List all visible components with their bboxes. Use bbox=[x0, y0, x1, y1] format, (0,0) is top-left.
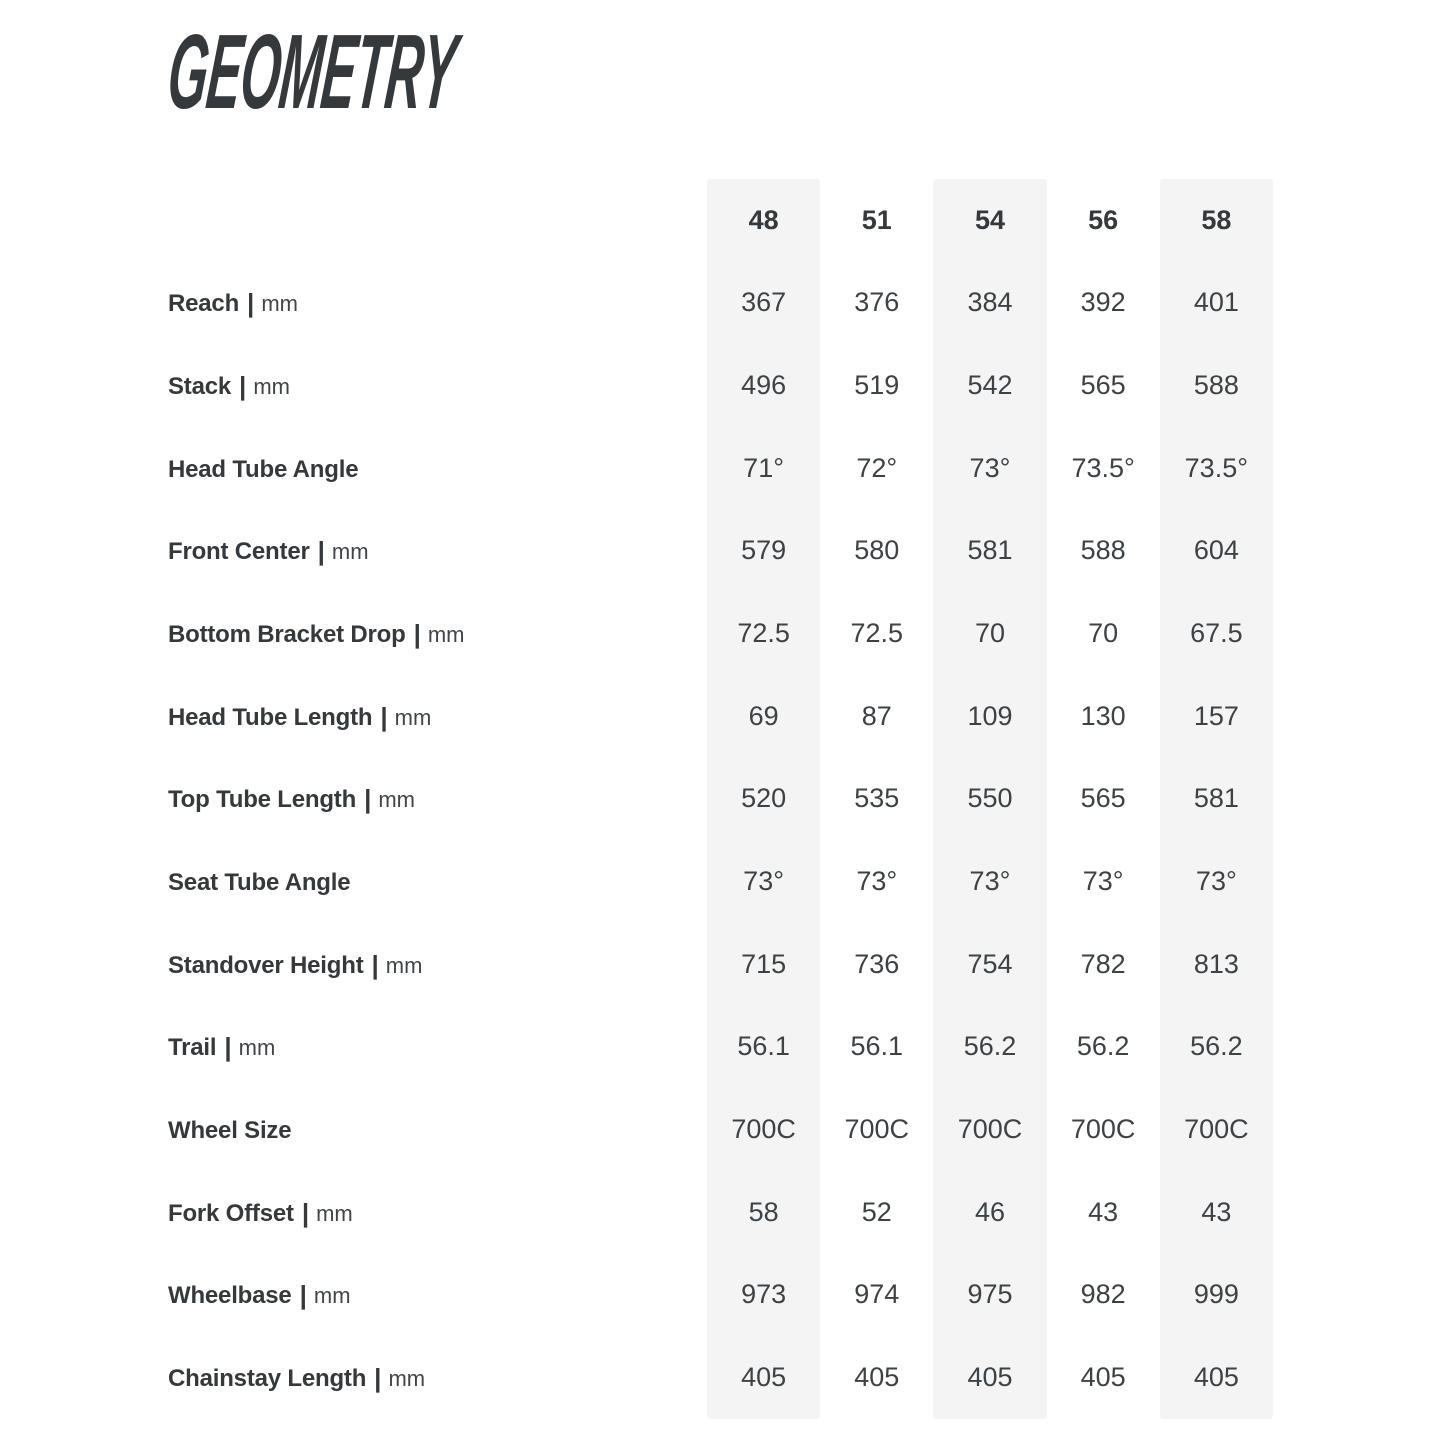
row-label bbox=[168, 453, 707, 484]
value-cell: 405 bbox=[854, 1362, 900, 1393]
value-cell: 975 bbox=[933, 1254, 1046, 1337]
row-label-text: Fork Offset bbox=[168, 1199, 294, 1227]
value-cell: 72.5 bbox=[707, 592, 820, 675]
label-pipe-divider: | bbox=[224, 1032, 232, 1063]
page-title: GEOMETRY bbox=[162, 13, 462, 131]
value-cell: 550 bbox=[933, 758, 1046, 841]
row-label-text: Top Tube Length bbox=[168, 786, 357, 814]
row-label bbox=[168, 287, 707, 318]
value-cell: 56.2 bbox=[933, 1006, 1046, 1089]
row-unit: mm bbox=[385, 952, 423, 978]
label-pipe-divider: | bbox=[299, 1280, 307, 1311]
size-header-row bbox=[168, 179, 1273, 262]
value-cell: 58 bbox=[707, 1171, 820, 1254]
row-label-text: Head Tube Angle bbox=[168, 455, 359, 483]
value-cell: 581 bbox=[933, 510, 1046, 593]
label-pipe-divider: | bbox=[301, 1197, 310, 1228]
table-row-front-center bbox=[168, 510, 1273, 593]
table-row-wheelbase bbox=[168, 1254, 1273, 1337]
label-pipe-divider: | bbox=[364, 784, 372, 815]
value-cell: 973 bbox=[707, 1254, 820, 1337]
size-column-header: 56 bbox=[1088, 204, 1119, 235]
value-cell: 73° bbox=[933, 427, 1046, 510]
value-cell: 52 bbox=[861, 1196, 892, 1227]
row-label-text: Standover Height bbox=[168, 951, 364, 979]
table-row-bottom-bracket-drop bbox=[168, 592, 1273, 675]
value-cell: 56.2 bbox=[1076, 1031, 1130, 1062]
label-pipe-divider: | bbox=[317, 536, 325, 567]
row-label-text: Seat Tube Angle bbox=[168, 869, 351, 897]
value-cell: 782 bbox=[1080, 948, 1126, 979]
row-label bbox=[168, 1362, 707, 1393]
value-cell: 405 bbox=[707, 1336, 820, 1419]
size-column-header: 51 bbox=[861, 204, 892, 235]
table-row-chainstay-length bbox=[168, 1336, 1273, 1419]
value-cell: 565 bbox=[1080, 370, 1126, 401]
value-cell: 56.1 bbox=[850, 1031, 904, 1062]
value-cell: 130 bbox=[1080, 700, 1126, 731]
row-label bbox=[168, 1197, 707, 1228]
value-cell: 70 bbox=[933, 592, 1046, 675]
row-label-text: Chainstay Length bbox=[168, 1365, 367, 1393]
value-cell: 405 bbox=[1160, 1336, 1273, 1419]
value-cell: 71° bbox=[707, 427, 820, 510]
table-row-standover-height bbox=[168, 923, 1273, 1006]
row-label bbox=[168, 949, 707, 980]
value-cell: 73° bbox=[1082, 866, 1124, 897]
value-cell: 588 bbox=[1160, 344, 1273, 427]
size-column-header: 54 bbox=[933, 179, 1046, 262]
table-row-trail bbox=[168, 1006, 1273, 1089]
value-cell: 56.2 bbox=[1160, 1006, 1273, 1089]
row-unit: mm bbox=[313, 1283, 351, 1309]
row-unit: mm bbox=[388, 1366, 426, 1392]
value-cell: 73° bbox=[1160, 840, 1273, 923]
value-cell: 405 bbox=[933, 1336, 1046, 1419]
value-cell: 700C bbox=[1160, 1088, 1273, 1171]
value-cell: 87 bbox=[861, 700, 892, 731]
row-unit: mm bbox=[253, 374, 290, 400]
value-cell: 73.5° bbox=[1071, 452, 1135, 483]
table-row-stack bbox=[168, 344, 1273, 427]
value-cell: 736 bbox=[854, 948, 900, 979]
size-column-header: 58 bbox=[1160, 179, 1273, 262]
value-cell: 72° bbox=[856, 452, 898, 483]
value-cell: 754 bbox=[933, 923, 1046, 1006]
value-cell: 67.5 bbox=[1160, 592, 1273, 675]
value-cell: 496 bbox=[707, 344, 820, 427]
row-unit: mm bbox=[427, 622, 465, 648]
value-cell: 56.1 bbox=[707, 1006, 820, 1089]
label-pipe-divider: | bbox=[247, 288, 255, 319]
table-row-wheel-size bbox=[168, 1088, 1273, 1171]
value-cell: 72.5 bbox=[850, 618, 904, 649]
geometry-table bbox=[168, 179, 1273, 1419]
value-cell: 588 bbox=[1080, 535, 1126, 566]
row-unit: mm bbox=[238, 1035, 276, 1061]
row-label bbox=[168, 1114, 707, 1145]
value-cell: 392 bbox=[1080, 287, 1126, 318]
row-label bbox=[168, 618, 707, 649]
value-cell: 70 bbox=[1088, 618, 1119, 649]
row-label-text: Wheel Size bbox=[168, 1117, 292, 1145]
row-label bbox=[168, 535, 707, 566]
row-label-text: Trail bbox=[168, 1034, 217, 1062]
table-row-fork-offset bbox=[168, 1171, 1273, 1254]
table-row-top-tube-length bbox=[168, 758, 1273, 841]
value-cell: 700C bbox=[1070, 1114, 1136, 1145]
row-unit: mm bbox=[394, 704, 432, 730]
table-row-reach bbox=[168, 262, 1273, 345]
value-cell: 384 bbox=[933, 262, 1046, 345]
value-cell: 974 bbox=[854, 1279, 900, 1310]
row-label bbox=[168, 1279, 707, 1310]
value-cell: 700C bbox=[933, 1088, 1046, 1171]
value-cell: 580 bbox=[854, 535, 900, 566]
row-label bbox=[168, 1031, 707, 1062]
row-label bbox=[168, 783, 707, 814]
value-cell: 43 bbox=[1160, 1171, 1273, 1254]
row-label-text: Reach bbox=[168, 290, 240, 318]
size-column-header: 48 bbox=[707, 179, 820, 262]
label-pipe-divider: | bbox=[239, 371, 247, 402]
label-pipe-divider: | bbox=[374, 1363, 382, 1394]
value-cell: 542 bbox=[933, 344, 1046, 427]
value-cell: 700C bbox=[707, 1088, 820, 1171]
row-label-text: Head Tube Length bbox=[168, 703, 373, 731]
value-cell: 579 bbox=[707, 510, 820, 593]
value-cell: 715 bbox=[707, 923, 820, 1006]
row-label bbox=[168, 701, 707, 732]
table-row-seat-tube-angle bbox=[168, 840, 1273, 923]
row-unit: mm bbox=[378, 787, 416, 813]
row-label-text: Front Center bbox=[168, 538, 310, 566]
value-cell: 43 bbox=[1088, 1196, 1119, 1227]
value-cell: 520 bbox=[707, 758, 820, 841]
value-cell: 565 bbox=[1080, 783, 1126, 814]
row-label-text: Stack bbox=[168, 373, 232, 401]
row-label-text: Bottom Bracket Drop bbox=[168, 621, 406, 649]
value-cell: 813 bbox=[1160, 923, 1273, 1006]
value-cell: 376 bbox=[854, 287, 900, 318]
table-row-head-tube-length bbox=[168, 675, 1273, 758]
label-pipe-divider: | bbox=[371, 949, 379, 980]
value-cell: 157 bbox=[1160, 675, 1273, 758]
value-cell: 401 bbox=[1160, 262, 1273, 345]
table-row-head-tube-angle bbox=[168, 427, 1273, 510]
value-cell: 367 bbox=[707, 262, 820, 345]
value-cell: 604 bbox=[1160, 510, 1273, 593]
row-label-text: Wheelbase bbox=[168, 1282, 292, 1310]
value-cell: 535 bbox=[854, 783, 900, 814]
value-cell: 73° bbox=[707, 840, 820, 923]
value-cell: 405 bbox=[1080, 1362, 1126, 1393]
value-cell: 46 bbox=[933, 1171, 1046, 1254]
label-pipe-divider: | bbox=[380, 701, 388, 732]
value-cell: 982 bbox=[1080, 1279, 1126, 1310]
value-cell: 700C bbox=[844, 1114, 910, 1145]
value-cell: 999 bbox=[1160, 1254, 1273, 1337]
value-cell: 73° bbox=[933, 840, 1046, 923]
value-cell: 73° bbox=[856, 866, 898, 897]
row-unit: mm bbox=[316, 1200, 353, 1226]
value-cell: 519 bbox=[854, 370, 900, 401]
label-pipe-divider: | bbox=[413, 619, 421, 650]
value-cell: 581 bbox=[1160, 758, 1273, 841]
row-label bbox=[168, 866, 707, 897]
value-cell: 109 bbox=[933, 675, 1046, 758]
value-cell: 73.5° bbox=[1160, 427, 1273, 510]
row-label bbox=[168, 370, 707, 401]
row-unit: mm bbox=[331, 539, 369, 565]
value-cell: 69 bbox=[707, 675, 820, 758]
row-unit: mm bbox=[261, 291, 298, 317]
